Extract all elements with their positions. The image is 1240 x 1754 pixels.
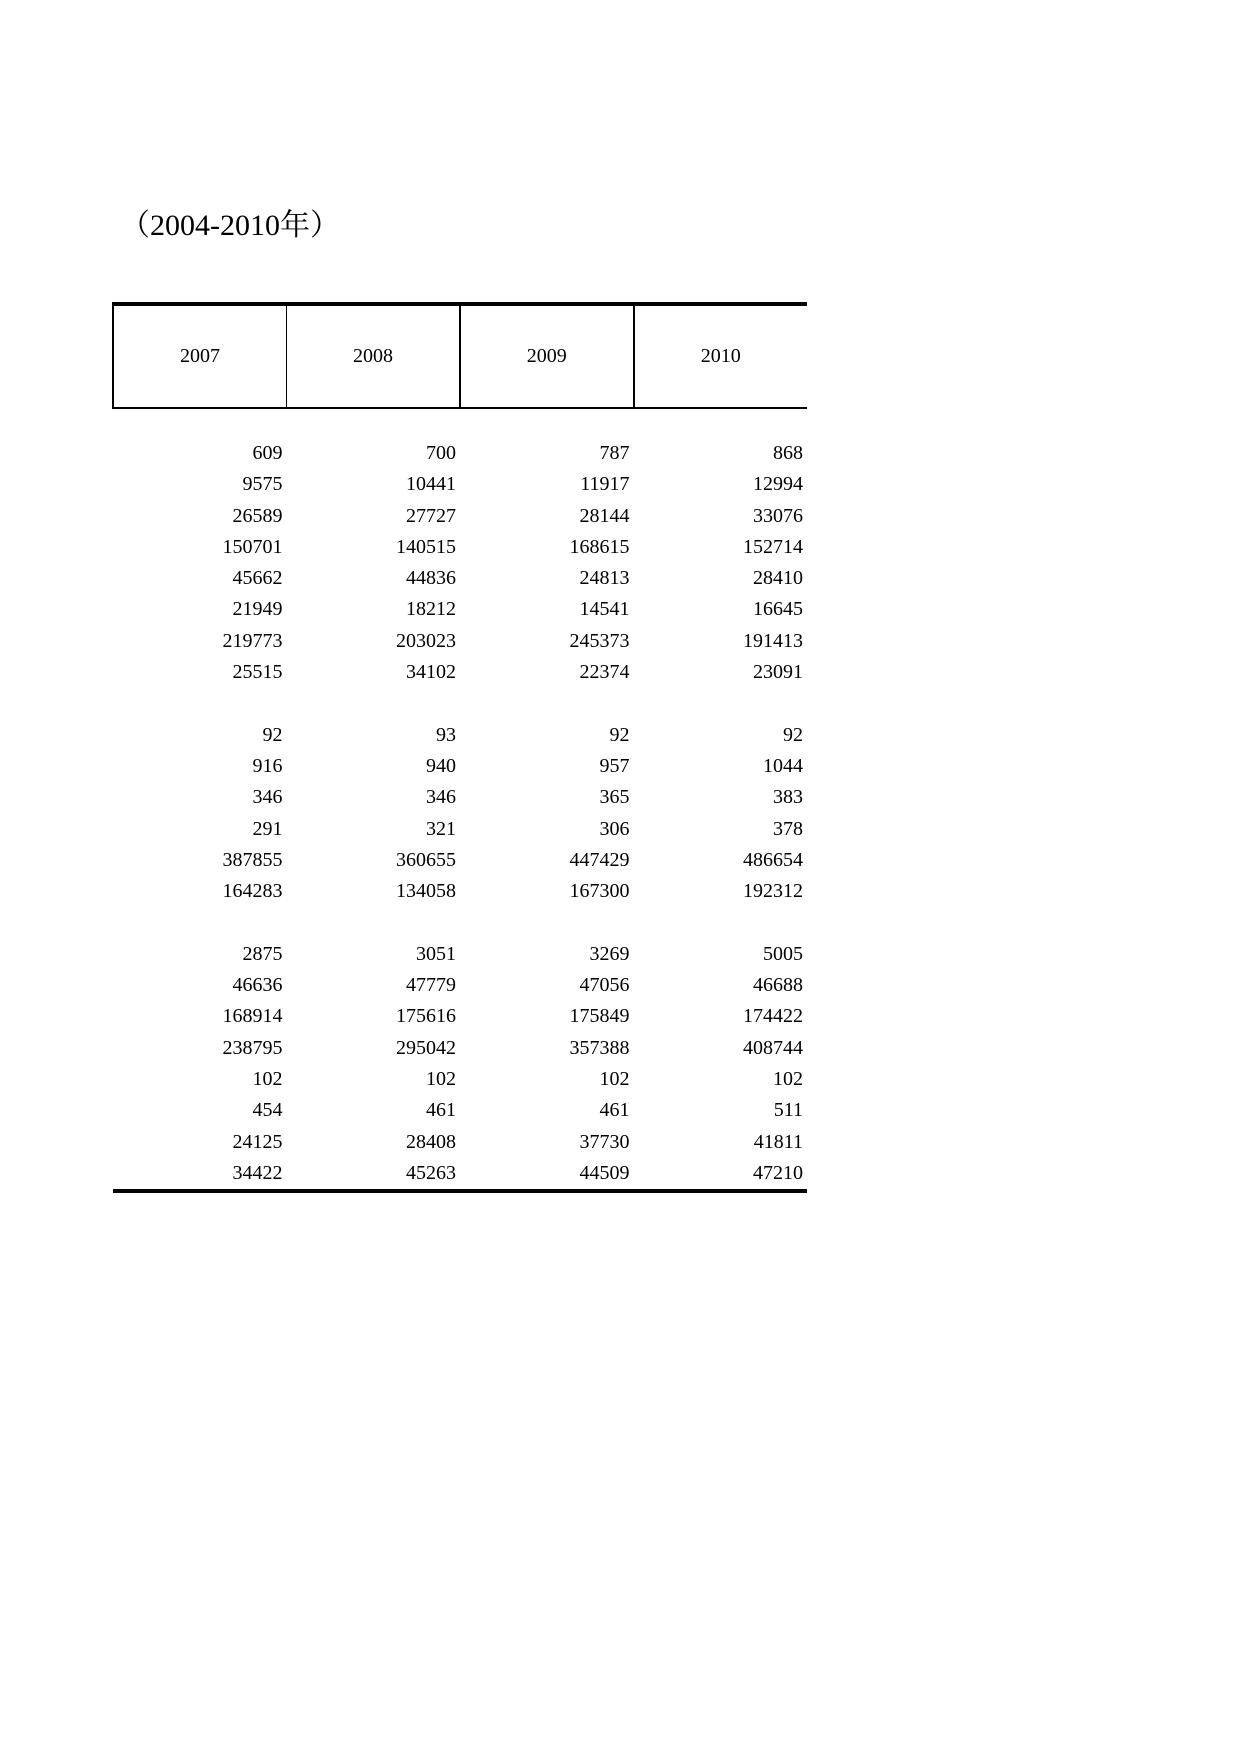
data-table-container xyxy=(112,302,806,1193)
table-cell: 164283 xyxy=(222,880,283,903)
table-cell: 34102 xyxy=(406,661,456,684)
table-cell: 45662 xyxy=(232,567,283,590)
table-row xyxy=(113,751,807,782)
table-cell: 321 xyxy=(426,817,456,840)
table-cell: 868 xyxy=(773,442,803,464)
table-cell: 24125 xyxy=(232,1130,283,1153)
header-row xyxy=(113,304,807,408)
table-cell: 461 xyxy=(426,1099,456,1122)
table-title: （2004-2010年） xyxy=(120,209,340,242)
table-cell: 41811 xyxy=(753,1130,803,1153)
group-spacer-row xyxy=(113,907,807,938)
table-cell: 346 xyxy=(252,786,283,809)
table-row xyxy=(113,626,807,657)
table-cell: 447429 xyxy=(569,848,630,871)
table-cell: 245373 xyxy=(569,629,630,652)
table-cell: 12994 xyxy=(753,473,803,496)
header-cell-year: 2007 xyxy=(113,304,287,408)
group-spacer-row xyxy=(113,688,807,719)
table-cell: 102 xyxy=(773,1067,803,1090)
table-row xyxy=(113,876,807,907)
table-cell: 408744 xyxy=(743,1036,803,1059)
table-cell: 34422 xyxy=(113,1158,287,1191)
table-cell: 191413 xyxy=(743,629,803,652)
table-cell: 93 xyxy=(436,723,456,746)
table-cell: 47210 xyxy=(634,1158,808,1191)
data-table xyxy=(112,302,807,1193)
table-cell: 360655 xyxy=(396,848,456,871)
table-cell: 92 xyxy=(783,723,803,746)
header-cell-year: 2009 xyxy=(460,304,634,408)
table-cell: 92 xyxy=(609,723,630,746)
table-cell: 203023 xyxy=(396,629,456,652)
table-cell: 47779 xyxy=(406,974,456,997)
table-cell: 44836 xyxy=(406,567,456,590)
table-cell: 152714 xyxy=(743,535,803,558)
header-cell-year: 2008 xyxy=(287,304,461,408)
table-row xyxy=(113,1095,807,1126)
table-header xyxy=(113,304,807,408)
table-cell: 940 xyxy=(426,754,456,777)
table-cell: 609 xyxy=(252,442,283,464)
table-cell: 47056 xyxy=(579,974,630,997)
table-cell: 102 xyxy=(599,1067,630,1090)
table-cell: 134058 xyxy=(396,880,456,903)
table-cell: 192312 xyxy=(743,880,803,903)
table-cell: 1044 xyxy=(763,754,803,777)
table-cell: 486654 xyxy=(743,848,803,871)
table-row xyxy=(113,1064,807,1095)
table-cell: 295042 xyxy=(396,1036,456,1059)
table-row xyxy=(113,501,807,532)
table-body xyxy=(113,408,807,1191)
table-cell: 219773 xyxy=(222,629,283,652)
table-cell: 916 xyxy=(252,754,283,777)
table-cell: 306 xyxy=(599,817,630,840)
table-row xyxy=(113,469,807,500)
table-row xyxy=(113,939,807,970)
table-row xyxy=(113,563,807,594)
table-row xyxy=(113,1001,807,1032)
table-cell: 291 xyxy=(252,817,283,840)
table-cell: 92 xyxy=(262,723,283,746)
spacer-cell xyxy=(113,408,807,438)
table-cell: 238795 xyxy=(222,1036,283,1059)
table-cell: 22374 xyxy=(579,661,630,684)
table-row xyxy=(113,532,807,563)
table-cell: 175849 xyxy=(569,1005,630,1028)
spacer-cell xyxy=(113,688,807,719)
table-cell: 454 xyxy=(252,1099,283,1122)
table-cell: 168914 xyxy=(222,1005,283,1028)
table-cell: 168615 xyxy=(569,535,630,558)
table-cell: 24813 xyxy=(579,567,630,590)
table-cell: 25515 xyxy=(232,661,283,684)
table-cell: 10441 xyxy=(406,473,456,496)
table-cell: 3051 xyxy=(416,942,456,965)
table-cell: 378 xyxy=(773,817,803,840)
table-row xyxy=(113,720,807,751)
table-cell: 46636 xyxy=(232,974,283,997)
table-cell: 23091 xyxy=(753,661,803,684)
table-cell: 357388 xyxy=(569,1036,630,1059)
table-cell: 37730 xyxy=(579,1130,630,1153)
table-row xyxy=(113,594,807,625)
table-cell: 27727 xyxy=(406,504,456,527)
table-cell: 387855 xyxy=(222,848,283,871)
table-cell: 28144 xyxy=(579,504,630,527)
table-row xyxy=(113,438,807,469)
table-row xyxy=(113,657,807,688)
table-cell: 16645 xyxy=(753,598,803,621)
table-cell: 957 xyxy=(599,754,630,777)
table-cell: 28408 xyxy=(406,1130,456,1153)
group-spacer-row xyxy=(113,408,807,438)
table-cell: 2875 xyxy=(242,942,283,965)
table-cell: 26589 xyxy=(232,504,283,527)
table-cell: 511 xyxy=(773,1099,803,1122)
table-cell: 9575 xyxy=(242,473,283,496)
table-cell: 11917 xyxy=(580,473,630,496)
table-row xyxy=(113,1158,807,1191)
spacer-cell xyxy=(113,907,807,938)
table-cell: 150701 xyxy=(222,535,283,558)
table-row xyxy=(113,970,807,1001)
table-cell: 14541 xyxy=(579,598,630,621)
table-cell: 787 xyxy=(599,442,630,464)
table-cell: 5005 xyxy=(763,942,803,965)
table-cell: 28410 xyxy=(753,567,803,590)
table-cell: 346 xyxy=(426,786,456,809)
table-cell: 700 xyxy=(426,442,456,464)
table-cell: 21949 xyxy=(232,598,283,621)
table-row xyxy=(113,782,807,813)
table-cell: 175616 xyxy=(396,1005,456,1028)
table-cell: 383 xyxy=(773,786,803,809)
table-cell: 102 xyxy=(426,1067,456,1090)
table-cell: 3269 xyxy=(589,942,630,965)
table-cell: 33076 xyxy=(753,504,803,527)
table-cell: 18212 xyxy=(406,598,456,621)
table-row xyxy=(113,1127,807,1158)
table-cell: 45263 xyxy=(287,1158,461,1191)
table-cell: 44509 xyxy=(460,1158,634,1191)
header-cell-year: 2010 xyxy=(634,304,808,408)
table-cell: 167300 xyxy=(569,880,630,903)
table-cell: 365 xyxy=(599,786,630,809)
table-cell: 140515 xyxy=(396,535,456,558)
table-row xyxy=(113,845,807,876)
table-cell: 46688 xyxy=(753,974,803,997)
table-cell: 174422 xyxy=(743,1005,803,1028)
table-cell: 102 xyxy=(252,1067,283,1090)
table-row xyxy=(113,814,807,845)
table-row xyxy=(113,1033,807,1064)
table-cell: 461 xyxy=(599,1099,630,1122)
